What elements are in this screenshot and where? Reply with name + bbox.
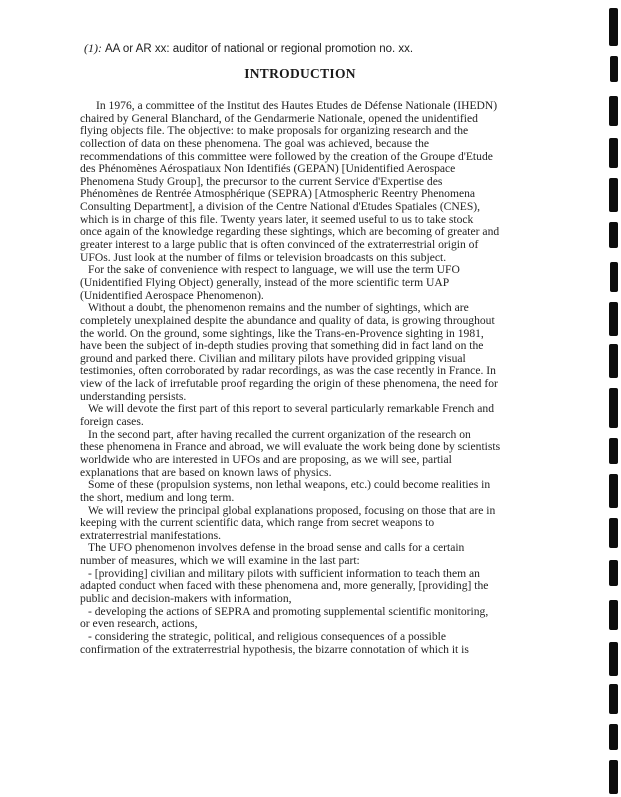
introduction-body xyxy=(80,100,538,656)
text-line: collection of data on these phenomena. The goal was achieved, because the xyxy=(80,136,430,150)
text-line: confirmation of the extraterrestrial hypothesis, the bizarre connotation of which it is xyxy=(80,642,469,656)
text-line: flying objects file. The objective: to make proposals for organizing research and the xyxy=(80,124,469,138)
text-line: greater interest to a large public that is often convinced of the extraterrestrial origin of xyxy=(80,238,479,252)
text-line: In 1976, a committee of the Institut des Hautes Etudes de Défense Nationale (IHEDN) xyxy=(96,99,498,112)
binder-hole xyxy=(609,438,618,464)
binder-hole xyxy=(609,138,618,168)
binder-hole xyxy=(609,560,618,586)
binder-hole xyxy=(609,8,618,46)
text-line: Consulting Department], a division of the Centre National d'Etudes Spatiales (CNES), xyxy=(80,200,481,214)
binder-edge xyxy=(591,0,621,797)
text-line: We will review the principal global explanations proposed, focusing on those that are in xyxy=(88,503,496,517)
text-line: which is in charge of this file. Twenty years later, it seemed useful to us to take stock xyxy=(80,212,474,226)
text-line: view of the lack of irrefutable proof regarding the origin of these phenomena, the need for xyxy=(80,377,498,391)
footnote-marker: (1): xyxy=(84,41,102,55)
text-line: adapted conduct when faced with these phenomena and, more generally, [providing] the xyxy=(80,579,489,593)
text-line: UFOs. Just look at the number of films or television broadcasts on this subject. xyxy=(80,250,447,264)
text-line: Some of these (propulsion systems, non lethal weapons, etc.) could become realities in xyxy=(88,478,491,492)
page-title: INTRODUCTION xyxy=(244,66,356,81)
binder-hole xyxy=(609,302,618,336)
binder-hole xyxy=(609,760,618,794)
text-line: Phenomena Study Group], the precursor to the current Service d'Expertise des xyxy=(80,174,443,188)
text-line: - developing the actions of SEPRA and promoting supplemental scientific monitoring, xyxy=(88,604,489,618)
text-line: We will devote the first part of this report to several particularly remarkable French and xyxy=(88,402,494,416)
text-line: ground and parked there. Civilian and military pilots have provided gripping visual xyxy=(80,351,466,365)
text-line: understanding persists. xyxy=(80,389,187,403)
binder-hole xyxy=(609,600,618,630)
binder-hole xyxy=(609,474,618,508)
text-line: (Unidentified Flying Object) generally, instead of the more scientific term UAP xyxy=(80,275,450,289)
binder-hole xyxy=(609,388,618,428)
binder-hole xyxy=(610,262,618,292)
text-line: extraterrestrial manifestations. xyxy=(80,528,221,542)
text-line: des Phénomènes Aérospatiaux Non Identifiés (GEPAN) [Unidentified Aerospace xyxy=(80,162,456,176)
binder-hole xyxy=(609,642,618,676)
text-line: once again of the knowledge regarding these sightings, which are becoming of greater and xyxy=(80,225,500,239)
text-line: the short, medium and long term. xyxy=(80,490,235,504)
binder-hole xyxy=(609,684,618,714)
text-line: testimonies, often corroborated by radar recordings, as was the case recently in France. In xyxy=(80,364,496,378)
binder-hole xyxy=(609,222,618,248)
text-line: the world. On the ground, some sightings, like the Trans-en-Provence sighting in 1981, xyxy=(80,326,484,340)
text-line: or even research, actions, xyxy=(80,617,198,631)
text-line: In the second part, after having recalled the current organization of the research on xyxy=(88,427,471,441)
text-line: completely unexplained despite the abundance and quality of data, is growing throughout xyxy=(80,313,495,327)
text-line: For the sake of convenience with respect to language, we will use the term UFO xyxy=(88,263,460,277)
text-line: these phenomena in France and abroad, we will evaluate the work being done by scientists xyxy=(80,440,501,454)
binder-hole xyxy=(609,178,618,212)
footnote xyxy=(84,41,413,56)
text-line: - considering the strategic, political, and religious consequences of a possible xyxy=(88,629,447,643)
text-line: The UFO phenomenon involves defense in the broad sense and calls for a certain xyxy=(88,541,465,555)
text-line: worldwide who are interested in UFOs and are proposing, as we will see, partial xyxy=(80,452,452,466)
text-line: number of measures, which we will examine in the last part: xyxy=(80,554,360,568)
text-line: have been the subject of in-depth studies proving that something did in fact land on the xyxy=(80,339,484,353)
text-line: keeping with the current scientific data, which range from secret weapons to xyxy=(80,516,435,530)
footnote-text: AA or AR xx: auditor of national or regional promotion no. xx. xyxy=(105,43,414,55)
text-line: explanations that are based on known laws of physics. xyxy=(80,465,332,479)
text-line: public and decision-makers with information, xyxy=(80,591,292,605)
binder-hole xyxy=(609,96,618,126)
text-line: recommendations of this committee were followed by the creation of the Groupe d'Etude xyxy=(80,149,493,163)
text-line: foreign cases. xyxy=(80,415,144,429)
binder-hole xyxy=(609,724,618,750)
text-line: chaired by General Blanchard, of the Gendarmerie Nationale, opened the unidentified xyxy=(80,111,478,125)
binder-hole xyxy=(610,56,618,82)
binder-hole xyxy=(609,344,618,378)
text-line: (Unidentified Aerospace Phenomenon). xyxy=(80,288,264,302)
text-line: Phénomènes de Rentrée Atmosphérique (SEPRA) [Atmospheric Reentry Phenomena xyxy=(80,187,476,201)
text-line: - [providing] civilian and military pilots with sufficient information to teach them an xyxy=(88,566,480,580)
binder-hole xyxy=(609,518,618,548)
text-line: Without a doubt, the phenomenon remains and the number of sightings, which are xyxy=(88,301,469,315)
